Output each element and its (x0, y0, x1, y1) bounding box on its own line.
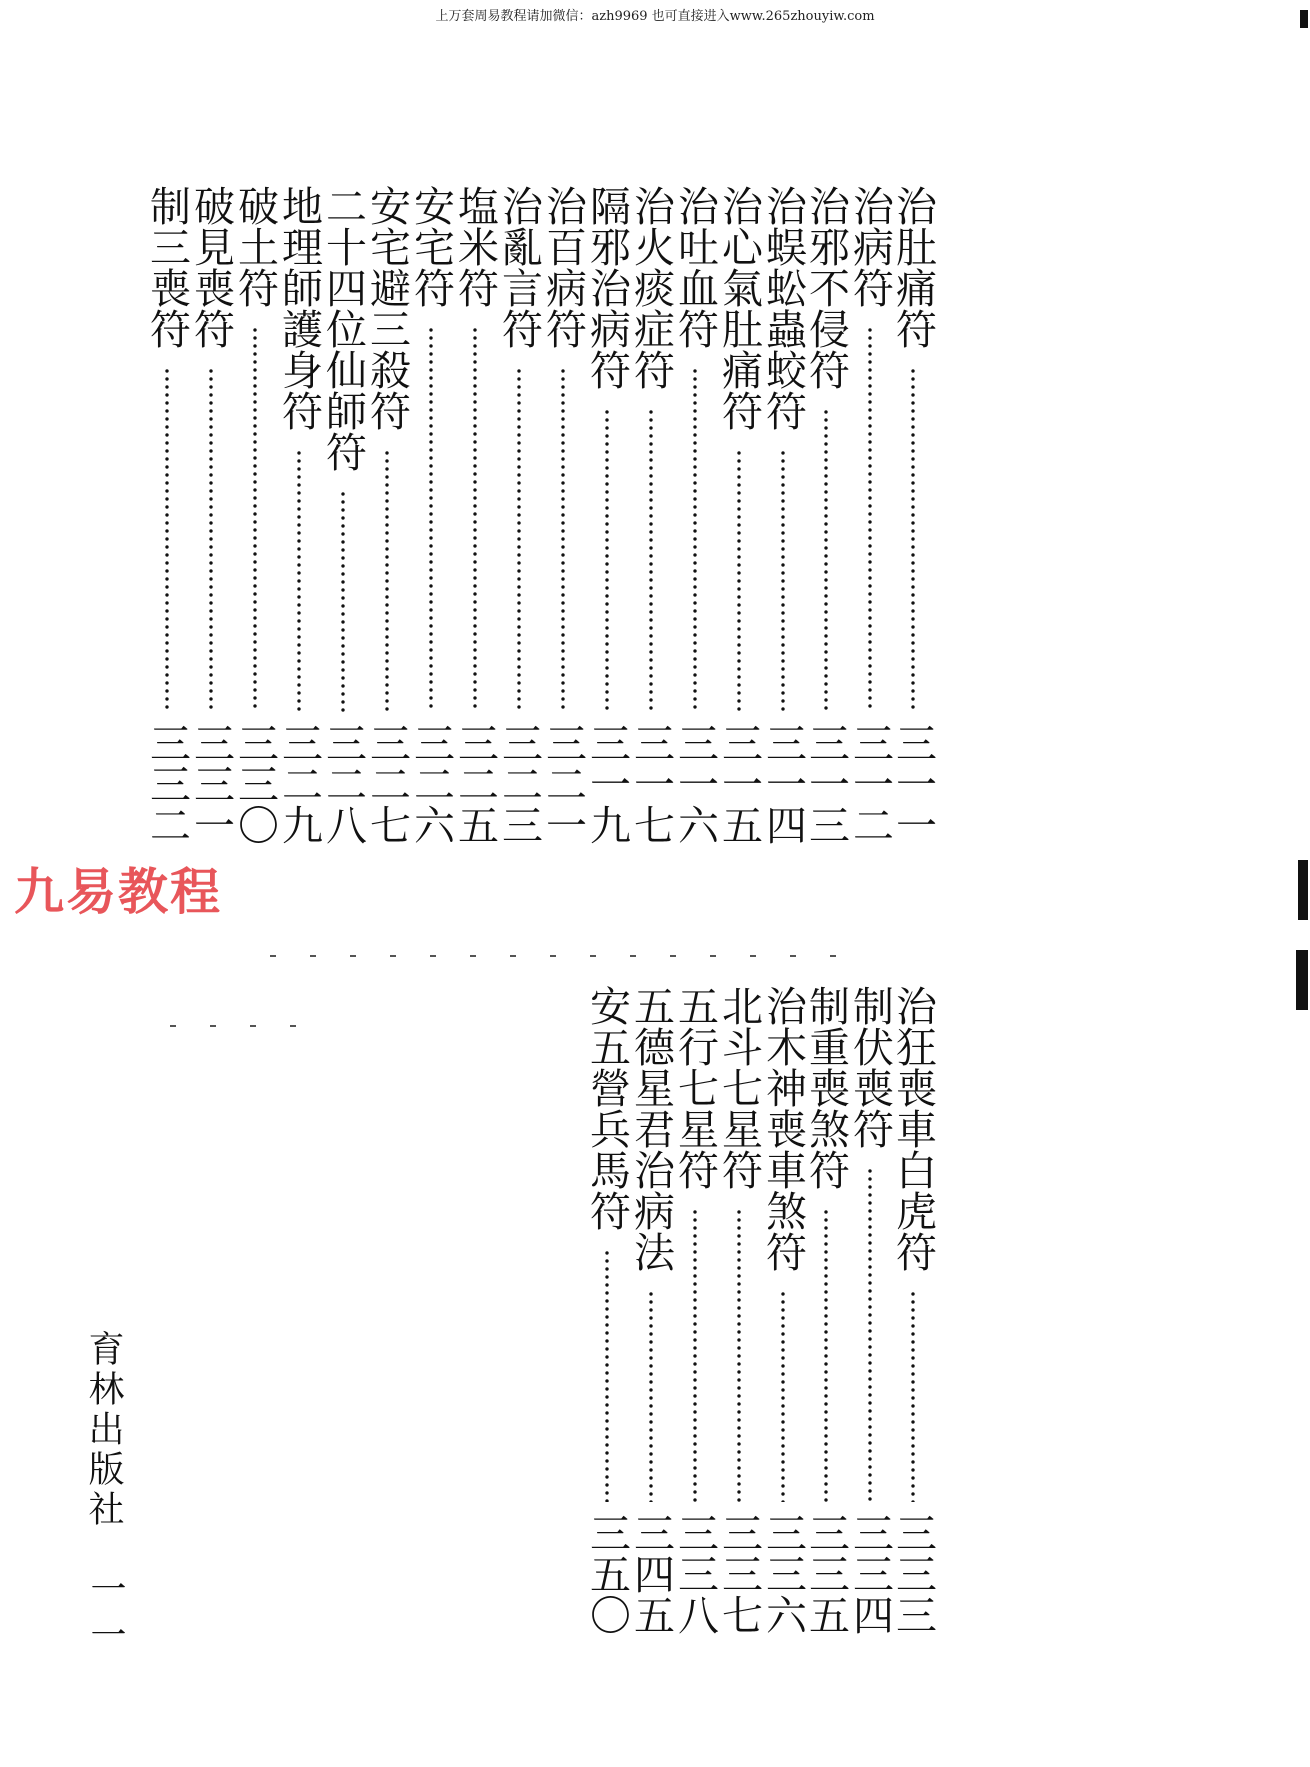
page-number: 一一 (85, 1570, 126, 1662)
scan-artifact-line (270, 955, 850, 957)
entry-page: 三一三 (802, 722, 850, 845)
entry-title: 治肚痛符 (889, 185, 937, 349)
entry-page: 三三〇 (231, 722, 279, 845)
entry-title: 破土符 (231, 185, 279, 308)
dot-leader (561, 367, 565, 712)
dot-leader (868, 1167, 872, 1502)
toc-entry (670, 985, 720, 1635)
entry-page: 三二一 (539, 722, 587, 845)
entry-title: 五行七星符 (671, 985, 719, 1190)
toc-entry (845, 185, 895, 845)
toc-entry (318, 185, 368, 845)
toc-entry (582, 185, 632, 845)
entry-page: 三一六 (671, 722, 719, 845)
entry-page: 三二七 (363, 722, 411, 845)
entry-title: 治蜈蚣蟲蛟符 (759, 185, 807, 431)
entry-title: 治木神喪車煞符 (759, 985, 807, 1272)
entry-page: 三三三 (889, 1512, 937, 1635)
entry-title: 制三喪符 (143, 185, 191, 349)
dot-leader (605, 1249, 609, 1502)
toc-entry (845, 985, 895, 1635)
entry-title: 塩米符 (451, 185, 499, 308)
toc-entry (230, 185, 280, 845)
entry-title: 地理師護身符 (275, 185, 323, 431)
entry-page: 三二八 (319, 722, 367, 845)
toc-entry (538, 185, 588, 845)
publisher-name: 育林出版社 (83, 1330, 124, 1530)
entry-title: 北斗七星符 (715, 985, 763, 1190)
entry-title: 治吐血符 (671, 185, 719, 349)
scan-edge-mark (1300, 10, 1308, 28)
toc-entry (801, 185, 851, 845)
toc-entry (670, 185, 720, 845)
entry-title: 破見喪符 (187, 185, 235, 349)
entry-page: 三二六 (407, 722, 455, 845)
toc-entry (888, 985, 938, 1635)
entry-title: 隔邪治病符 (583, 185, 631, 390)
dot-leader (693, 1208, 697, 1502)
dot-leader (824, 1208, 828, 1502)
toc-entry (274, 185, 324, 845)
entry-page: 三一一 (889, 722, 937, 845)
scan-edge-mark (1298, 860, 1308, 920)
entry-title: 治心氣肚痛符 (715, 185, 763, 431)
dot-leader (781, 449, 785, 712)
entry-title: 治百病符 (539, 185, 587, 349)
watermark-logo: 九易教程 (14, 863, 222, 921)
toc-entry (406, 185, 456, 845)
entry-page: 三一二 (846, 722, 894, 845)
dot-leader (165, 367, 169, 712)
dot-leader (649, 1290, 653, 1502)
entry-page: 三一七 (627, 722, 675, 845)
dot-leader (473, 326, 477, 712)
scan-edge-mark (1296, 950, 1308, 1010)
entry-title: 安五營兵馬符 (583, 985, 631, 1231)
header-banner: 上万套周易教程请加微信：azh9969 也可直接进入www.265zhouyiw.com (435, 9, 875, 24)
toc-entry (714, 985, 764, 1635)
dot-leader (297, 449, 301, 712)
entry-page: 三二三 (495, 722, 543, 845)
entry-page: 三三七 (715, 1512, 763, 1635)
dot-leader (385, 449, 389, 712)
entry-page: 三五〇 (583, 1512, 631, 1635)
entry-page: 三二九 (275, 722, 323, 845)
dot-leader (911, 1290, 915, 1502)
toc-entry (142, 185, 192, 845)
toc-entry (801, 985, 851, 1635)
toc-entry (186, 185, 236, 845)
entry-page: 三三八 (671, 1512, 719, 1635)
entry-page: 三一九 (583, 722, 631, 845)
entry-page: 三三二 (143, 722, 191, 845)
entry-title: 二十四位仙師符 (319, 185, 367, 472)
entry-page: 三二五 (451, 722, 499, 845)
toc-entry (758, 185, 808, 845)
dot-leader (253, 326, 257, 712)
dot-leader (693, 367, 697, 712)
dot-leader (209, 367, 213, 712)
entry-title: 安宅符 (407, 185, 455, 308)
dot-leader (737, 449, 741, 712)
toc-entry (494, 185, 544, 845)
dot-leader (517, 367, 521, 712)
dot-leader (649, 408, 653, 712)
dot-leader (911, 367, 915, 712)
entry-title: 五德星君治病法 (627, 985, 675, 1272)
entry-title: 制伏喪符 (846, 985, 894, 1149)
dot-leader (605, 408, 609, 712)
dot-leader (429, 326, 433, 712)
dot-leader (737, 1208, 741, 1502)
entry-title: 治病符 (846, 185, 894, 308)
toc-entry (626, 185, 676, 845)
dot-leader (341, 490, 345, 712)
toc-entry (714, 185, 764, 845)
entry-title: 安宅避三殺符 (363, 185, 411, 431)
toc-entry (450, 185, 500, 845)
toc-entry (582, 985, 632, 1635)
scan-artifact-line (170, 1025, 320, 1027)
entry-title: 治邪不侵符 (802, 185, 850, 390)
entry-page: 三三五 (802, 1512, 850, 1635)
entry-title: 治狂喪車白虎符 (889, 985, 937, 1272)
entry-page: 三四五 (627, 1512, 675, 1635)
entry-page: 三三四 (846, 1512, 894, 1635)
toc-entry (758, 985, 808, 1635)
entry-title: 治亂言符 (495, 185, 543, 349)
dot-leader (868, 326, 872, 712)
toc-entry (888, 185, 938, 845)
dot-leader (781, 1290, 785, 1502)
toc-entry (362, 185, 412, 845)
entry-title: 制重喪煞符 (802, 985, 850, 1190)
dot-leader (824, 408, 828, 712)
entry-page: 三三一 (187, 722, 235, 845)
entry-page: 三一四 (759, 722, 807, 845)
entry-title: 治火痰症符 (627, 185, 675, 390)
entry-page: 三三六 (759, 1512, 807, 1635)
entry-page: 三一五 (715, 722, 763, 845)
toc-entry (626, 985, 676, 1635)
